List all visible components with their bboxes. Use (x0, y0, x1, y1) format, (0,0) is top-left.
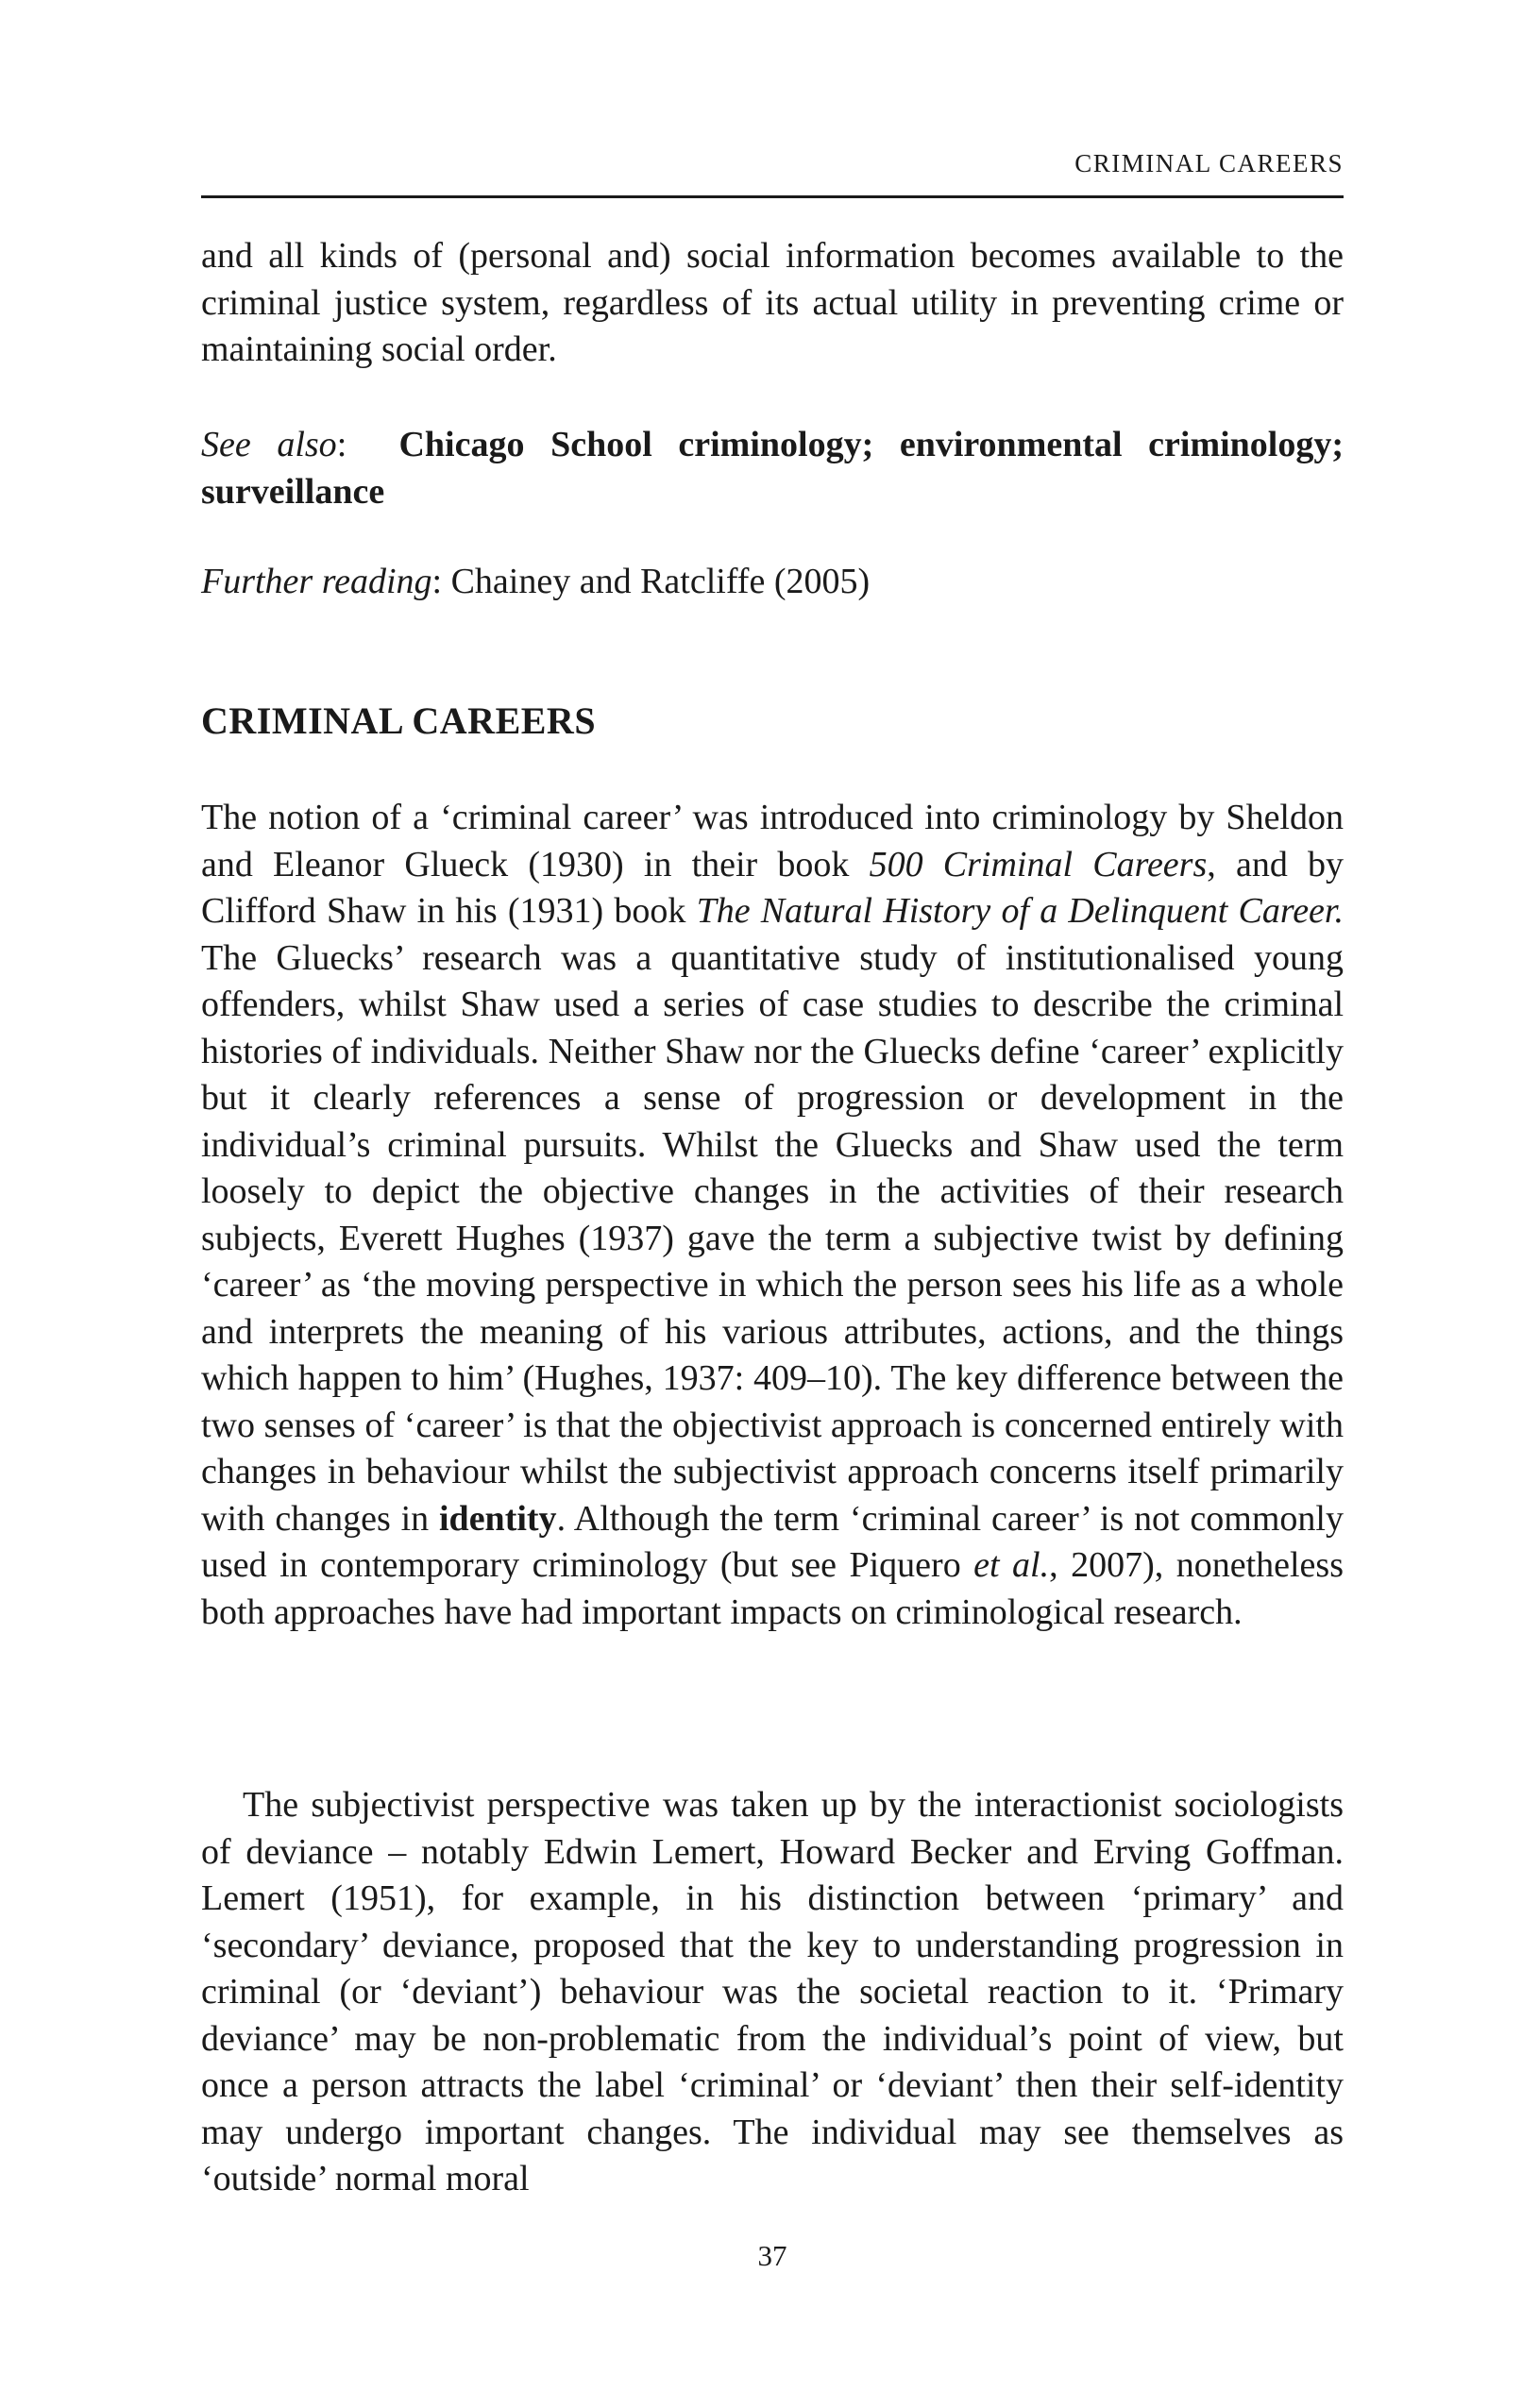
book-title-natural-history: The Natural History of a Delinquent Career. (696, 891, 1344, 931)
entry-title: CRIMINAL CAREERS (201, 699, 597, 742)
running-head: CRIMINAL CAREERS (1074, 149, 1344, 177)
paragraph-1-text: . Although the term ‘criminal career’ is not commonly used in contemporary criminology (but see Piquero (201, 1498, 1344, 1585)
paragraph-1-text: The Gluecks’ research was a quantitative study of institutionalised young offenders, whilst Shaw used a series of case studies to describe the criminal histories of individuals. Neither Shaw nor the Gluecks define ‘career’ explicitly but it clearly references a sense of progression or development in the individual’s criminal pursuits. Whilst the Gluecks and Shaw used the term loosely to depict the objective changes in the activities of their research subjects, Everett Hughes (1937) gave the term a subjective twist by defining ‘career’ as ‘the moving perspective in which the person sees his life as a whole and interprets the meaning of his various attributes, actions, and the things which happen to him’ (Hughes, 1937: 409–10). The key difference between the two senses of ‘career’ is that the objectivist approach is concerned entirely with changes in behaviour whilst the subjectivist approach concerns itself primarily with changes in (201, 937, 1344, 1539)
paragraph-1-text: , and by Clifford Shaw in his (1931) book (201, 844, 1345, 931)
further-reading-separator: : (431, 562, 443, 601)
header-rule (201, 195, 1344, 198)
paragraph-1 (201, 795, 1344, 1636)
page-number: 37 (757, 2239, 787, 2272)
paragraph-2: The subjectivist perspective was taken up by the interactionist sociologists of deviance – notably Edwin Lemert, Howard Becker and Erving Goffman. Lemert (1951), for example, in his distinction between ‘primary’ and ‘secondary’ deviance, proposed that the key to understanding progression in criminal (or ‘deviant’) behaviour was the societal reaction to it. ‘Primary deviance’ may be non-problematic from the individual’s point of view, but once a person attracts the label ‘criminal’ or ‘deviant’ then their self-identity may undergo important changes. The individual may see themselves as ‘outside’ normal moral (201, 1785, 1344, 2198)
further-reading-text: Chainey and Ratcliffe (2005) (450, 562, 871, 601)
paragraph-1-text: , 2007), nonetheless both approaches have had important impacts on criminological research. (201, 1545, 1344, 1632)
see-also-separator: : (336, 425, 347, 464)
see-also-terms: Chicago School criminology; environmental criminology; surveillance (201, 425, 1345, 512)
paragraph-1-text: The notion of a ‘criminal career’ was introduced into criminology by Sheldon and Eleanor Glueck (1930) in their book (201, 798, 1344, 884)
see-also-line (201, 422, 1344, 515)
cross-reference-identity: identity (439, 1498, 557, 1539)
see-also-label: See also (201, 425, 337, 464)
et-al: et al. (973, 1545, 1050, 1585)
book-title-500-criminal-careers: 500 Criminal Careers (869, 844, 1208, 884)
further-reading-label: Further reading (201, 562, 432, 601)
further-reading-line (201, 559, 1344, 606)
intro-paragraph: and all kinds of (personal and) social information becomes available to the criminal justice system, regardless of its actual utility in preventing crime or maintaining social order. (201, 236, 1344, 369)
